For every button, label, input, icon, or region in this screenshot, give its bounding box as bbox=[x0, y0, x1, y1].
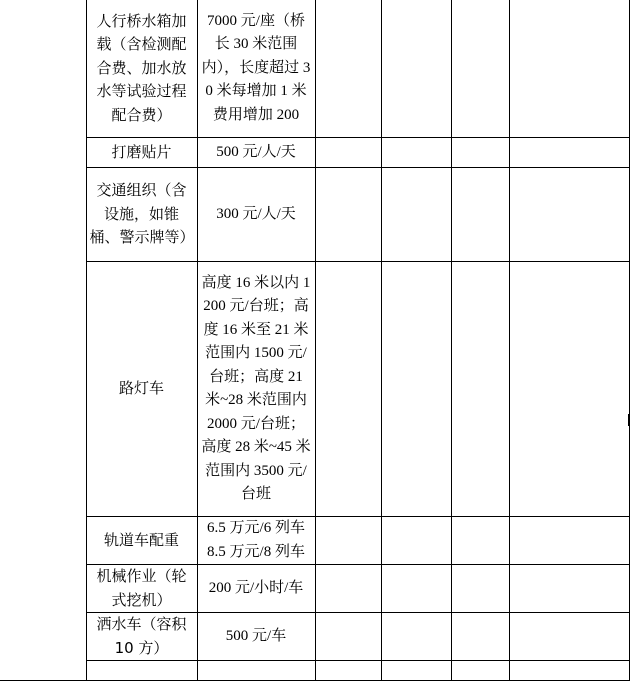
empty-cell bbox=[381, 517, 451, 565]
table-row bbox=[0, 517, 629, 565]
empty-cell bbox=[451, 661, 509, 681]
price-cell: 7000 元/座（桥长 30 米范围内），长度超过 30 米每增加 1 米费用增加 200 bbox=[197, 0, 315, 138]
table-row bbox=[0, 613, 629, 661]
table-row bbox=[0, 168, 629, 262]
price-cell: 200 元/小时/车 bbox=[197, 565, 315, 613]
merged-left-cell bbox=[0, 0, 86, 681]
page-edge-mark bbox=[628, 414, 629, 426]
item-name-cell bbox=[86, 661, 197, 681]
empty-cell bbox=[315, 262, 381, 517]
empty-cell bbox=[315, 613, 381, 661]
empty-cell bbox=[315, 0, 381, 138]
empty-cell bbox=[451, 517, 509, 565]
price-cell: 500 元/车 bbox=[197, 613, 315, 661]
empty-cell bbox=[509, 613, 629, 661]
empty-cell bbox=[451, 168, 509, 262]
empty-cell bbox=[509, 0, 629, 138]
empty-cell bbox=[451, 262, 509, 517]
empty-cell bbox=[509, 517, 629, 565]
table-row bbox=[0, 661, 629, 681]
empty-cell bbox=[315, 138, 381, 168]
price-cell: 6.5 万元/6 列车 8.5 万元/8 列车 bbox=[197, 517, 315, 565]
empty-cell bbox=[315, 517, 381, 565]
table-row bbox=[0, 0, 629, 138]
empty-cell bbox=[509, 661, 629, 681]
empty-cell bbox=[381, 613, 451, 661]
price-cell: 高度 16 米以内 1200 元/台班；高度 16 米至 21 米范围内 1500 元/台班；高度 21 米~28 米范围内 2000 元/台班；高度 28 米~45 米范围内 3500 元/台班 bbox=[197, 262, 315, 517]
price-cell: 300 元/人/天 bbox=[197, 168, 315, 262]
item-name-cell: 打磨贴片 bbox=[86, 138, 197, 168]
item-name-cell: 路灯车 bbox=[86, 262, 197, 517]
item-name-cell: 交通组织（含设施，如锥桶、警示牌等） bbox=[86, 168, 197, 262]
empty-cell bbox=[381, 661, 451, 681]
empty-cell bbox=[381, 0, 451, 138]
empty-cell bbox=[509, 138, 629, 168]
empty-cell bbox=[315, 565, 381, 613]
empty-cell bbox=[451, 0, 509, 138]
empty-cell bbox=[381, 138, 451, 168]
empty-cell bbox=[509, 565, 629, 613]
empty-cell bbox=[381, 168, 451, 262]
price-cell: 500 元/人/天 bbox=[197, 138, 315, 168]
empty-cell bbox=[509, 262, 629, 517]
empty-cell bbox=[451, 138, 509, 168]
table-row bbox=[0, 262, 629, 517]
item-name-cell: 轨道车配重 bbox=[86, 517, 197, 565]
empty-cell bbox=[509, 168, 629, 262]
table-row bbox=[0, 565, 629, 613]
empty-cell bbox=[315, 661, 381, 681]
item-name-cell: 机械作业（轮式挖机） bbox=[86, 565, 197, 613]
item-name-cell: 人行桥水箱加载（含检测配合费、加水放水等试验过程配合费） bbox=[86, 0, 197, 138]
empty-cell bbox=[451, 613, 509, 661]
table-row bbox=[0, 138, 629, 168]
empty-cell bbox=[381, 262, 451, 517]
empty-cell bbox=[381, 565, 451, 613]
item-name-cell: 洒水车（容积 10 方） bbox=[86, 613, 197, 661]
price-cell bbox=[197, 661, 315, 681]
empty-cell bbox=[451, 565, 509, 613]
empty-cell bbox=[315, 168, 381, 262]
